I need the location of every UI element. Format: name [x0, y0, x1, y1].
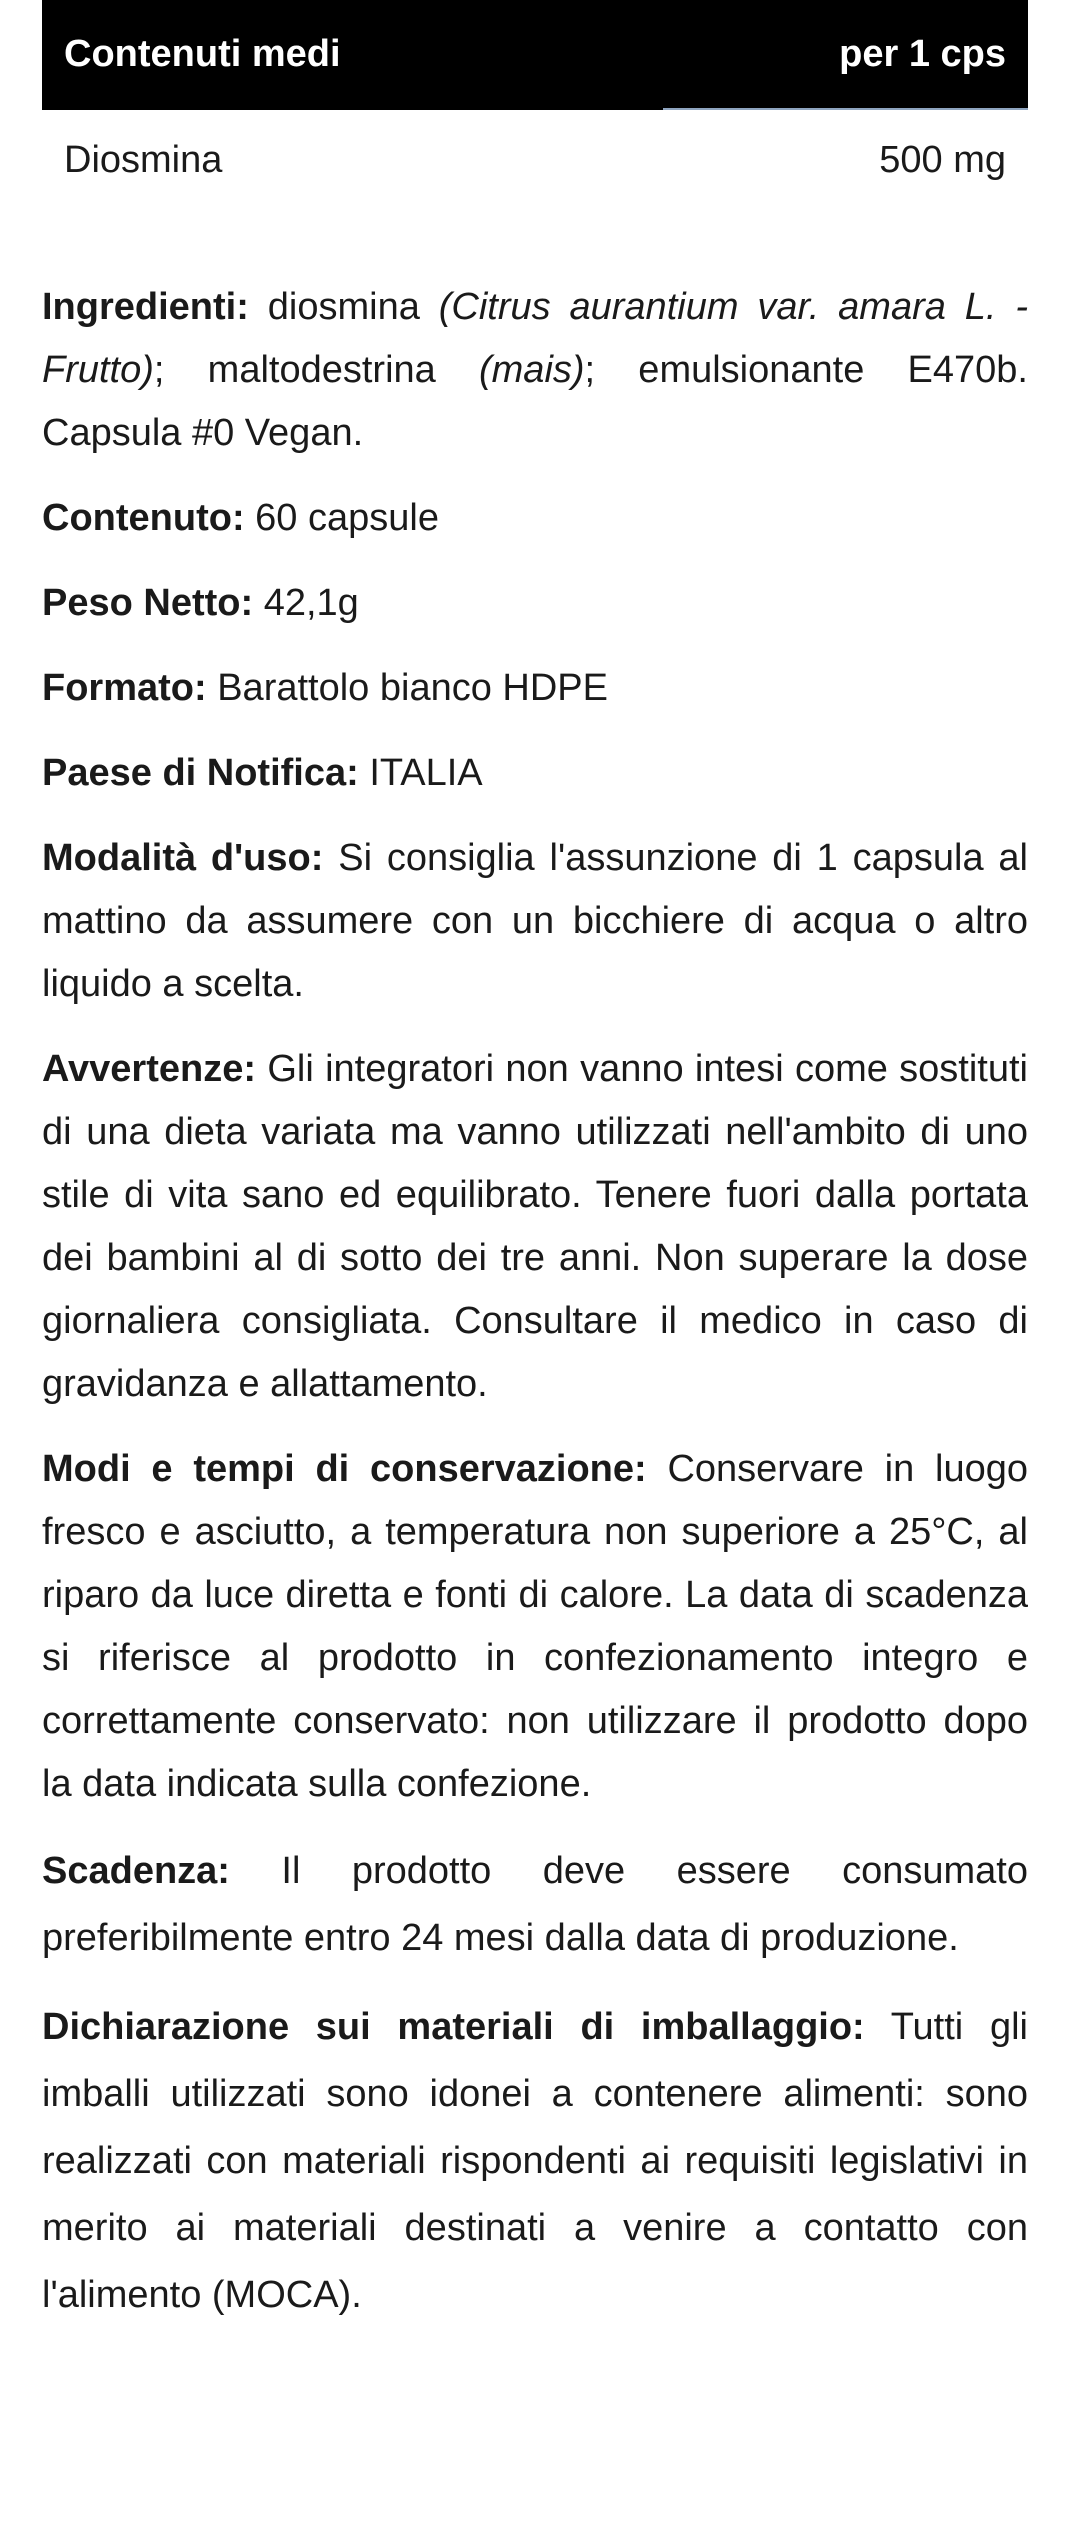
header-per-capsule: per 1 cps: [839, 32, 1006, 75]
storage-text: Conservare in luogo fresco e asciutto, a temperatura non superiore a 25°C, al riparo da luce diretta e fonti di calore. La data di scadenza si riferisce al prodotto in confezionamento integro e correttamente conservato: non utilizzare il prodotto dopo la data indicata sulla confezione.: [42, 1448, 1028, 1805]
warnings-label: Avvertenze:: [42, 1048, 257, 1090]
ingredients-italic-2: (mais): [479, 349, 585, 391]
table-row: [42, 110, 1028, 210]
packaging-label: Dichiarazione sui materiali di imballaggio:: [42, 2006, 865, 2048]
warnings-text: Gli integratori non vanno intesi come sostituti di una dieta variata ma vanno utilizzati nell'ambito di uno stile di vita sano ed equilibrato. Tenere fuori dalla portata dei bambini al di sotto dei tre anni. Non superare la dose giornaliera consigliata. Consultare il medico in caso di gravidanza e allattamento.: [42, 1048, 1028, 1405]
notification-country-text: ITALIA: [358, 752, 483, 794]
nutrition-table: [42, 0, 1028, 210]
ingredient-amount: 500 mg: [879, 138, 1006, 181]
notification-country-label: Paese di Notifica:: [42, 752, 359, 794]
ingredients-text-2: ; maltodestrina: [153, 349, 479, 391]
warnings-paragraph: [42, 1038, 1028, 1416]
content-label: Contenuto:: [42, 497, 245, 539]
notification-country-paragraph: [42, 742, 1028, 805]
net-weight-label: Peso Netto:: [42, 582, 254, 624]
ingredients-text-3: ; emulsionante E470b. Capsula #0 Vegan.: [42, 349, 1028, 454]
ingredients-paragraph: [42, 276, 1028, 465]
expiry-text: Il prodotto deve essere consumato preferibilmente entro 24 mesi dalla data di produzione.: [42, 1850, 1028, 1959]
storage-label: Modi e tempi di conservazione:: [42, 1448, 647, 1490]
ingredients-label: Ingredienti:: [42, 286, 249, 328]
format-label: Formato:: [42, 667, 207, 709]
usage-label: Modalità d'uso:: [42, 837, 324, 879]
net-weight-text: 42,1g: [253, 582, 359, 624]
expiry-label: Scadenza:: [42, 1850, 230, 1892]
expiry-paragraph: [42, 1838, 1028, 1972]
header-average-contents: Contenuti medi: [64, 32, 341, 75]
usage-paragraph: [42, 827, 1028, 1016]
storage-paragraph: [42, 1438, 1028, 1816]
nutrition-table-header: [42, 0, 1028, 108]
ingredients-text-1: diosmina: [248, 286, 439, 328]
packaging-text: Tutti gli imballi utilizzati sono idonei a contenere alimenti: sono realizzati con materiali rispondenti ai requisiti legislativi in merito ai materiali destinati a venire a contatto con l'alimento (MOCA).: [42, 2006, 1028, 2316]
ingredients-italic-1: (Citrus aurantium var. amara L. - Frutto): [42, 286, 1028, 391]
net-weight-paragraph: [42, 572, 1028, 635]
content-paragraph: [42, 487, 1028, 550]
packaging-paragraph: [42, 1994, 1028, 2329]
content-text: 60 capsule: [244, 497, 439, 539]
product-details: [42, 276, 1028, 2329]
ingredient-name: Diosmina: [64, 138, 223, 181]
format-paragraph: [42, 657, 1028, 720]
usage-text: Si consiglia l'assunzione di 1 capsula al mattino da assumere con un bicchiere di acqua o altro liquido a scelta.: [42, 837, 1028, 1005]
format-text: Barattolo bianco HDPE: [206, 667, 608, 709]
